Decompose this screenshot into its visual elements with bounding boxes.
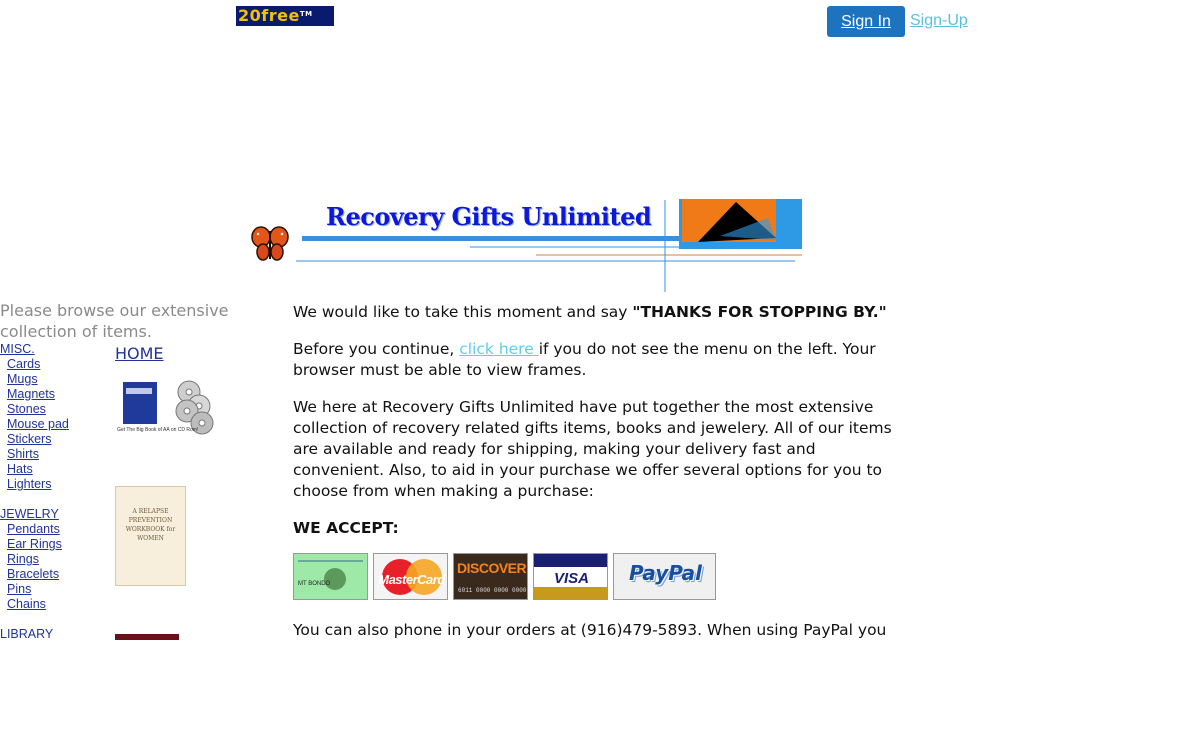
click-here-link[interactable]: click here bbox=[459, 340, 539, 358]
logo-tm: TM bbox=[299, 10, 313, 18]
sidebar-item-stones[interactable]: Stones bbox=[7, 402, 46, 416]
home-link[interactable]: HOME bbox=[115, 344, 164, 363]
check-card-icon: MT BONDO bbox=[293, 553, 368, 600]
browse-text: Please browse our extensive collection of items. bbox=[0, 301, 229, 341]
mastercard-icon bbox=[373, 553, 448, 600]
sidebar-item-hats[interactable]: Hats bbox=[7, 462, 33, 476]
about-paragraph: We here at Recovery Gifts Unlimited have put together the most extensive collection of recovery related gifts items, books and jewelery. All of our items are available and ready for shipping, making your delivery fast and convenient. Also, to aid in your purchase we offer several options for you to choose from when making a purchase: bbox=[293, 398, 892, 500]
frames-paragraph bbox=[293, 339, 893, 381]
sign-up-link[interactable]: Sign-Up bbox=[910, 12, 968, 29]
sidebar-item-library[interactable]: LIBRARY bbox=[0, 627, 54, 641]
sidebar-item-rings[interactable]: Rings bbox=[7, 552, 39, 566]
sidebar-item-cards[interactable]: Cards bbox=[7, 357, 41, 371]
discover-card-icon: DISCOVER 6011 0000 0000 0000 bbox=[453, 553, 528, 600]
sidebar-item-mugs[interactable]: Mugs bbox=[7, 372, 38, 386]
banner-title: Recovery Gifts Unlimited bbox=[326, 202, 652, 231]
phone-paragraph: You can also phone in your orders at (916)479-5893. When using PayPal you bbox=[293, 621, 887, 639]
thanks-text: "THANKS FOR STOPPING BY." bbox=[632, 303, 887, 321]
sidebar-item-misc[interactable]: MISC. bbox=[0, 342, 35, 356]
product-library-image[interactable] bbox=[115, 634, 179, 640]
sidebar-item-shirts[interactable]: Shirts bbox=[7, 447, 39, 461]
sidebar-item-pins[interactable]: Pins bbox=[7, 582, 32, 596]
logo-text: 20free bbox=[238, 6, 300, 25]
site-banner bbox=[250, 196, 810, 296]
sign-in-button[interactable]: Sign In bbox=[827, 6, 905, 37]
sidebar-item-lighters[interactable]: Lighters bbox=[7, 477, 52, 491]
mastercard-label: MasterCard bbox=[378, 572, 445, 587]
nav-spacer bbox=[0, 612, 110, 627]
sidebar-item-ear-rings[interactable]: Ear Rings bbox=[7, 537, 62, 551]
sidebar-item-stickers[interactable]: Stickers bbox=[7, 432, 52, 446]
product-workbook-image[interactable]: A RELAPSE PREVENTION WORKBOOK for WOMEN bbox=[115, 486, 186, 586]
intro-text: We would like to take this moment and say bbox=[293, 303, 633, 321]
sidebar-item-chains[interactable]: Chains bbox=[7, 597, 46, 611]
intro-paragraph bbox=[293, 302, 893, 323]
product-aa-cd-image[interactable] bbox=[117, 378, 217, 438]
discover-label: DISCOVER bbox=[457, 560, 527, 576]
paypal-label: PayPal bbox=[628, 561, 703, 585]
sidebar-item-pendants[interactable]: Pendants bbox=[7, 522, 60, 536]
sidebar-item-mouse-pad[interactable]: Mouse pad bbox=[7, 417, 69, 431]
sidebar-nav bbox=[0, 342, 110, 642]
product1-caption: Get The Big Book of AA on CD Rom! bbox=[117, 427, 199, 433]
sidebar-item-jewelry[interactable]: JEWELRY bbox=[0, 507, 59, 521]
sidebar-item-magnets[interactable]: Magnets bbox=[7, 387, 55, 401]
site-logo[interactable] bbox=[236, 6, 334, 26]
nav-spacer bbox=[0, 492, 110, 507]
sidebar-item-bracelets[interactable]: Bracelets bbox=[7, 567, 60, 581]
we-accept-heading: WE ACCEPT: bbox=[293, 519, 399, 537]
paypal-icon bbox=[613, 553, 716, 600]
frames-text-before: Before you continue, bbox=[293, 340, 460, 358]
butterfly-icon bbox=[252, 227, 288, 260]
visa-card-icon bbox=[533, 553, 608, 600]
frames-text-after: if you do not see the menu on the left. Your browser must be able to view frames. bbox=[293, 340, 876, 379]
main-content bbox=[293, 302, 893, 640]
payment-cards bbox=[293, 553, 893, 600]
visa-label: VISA bbox=[553, 570, 589, 587]
